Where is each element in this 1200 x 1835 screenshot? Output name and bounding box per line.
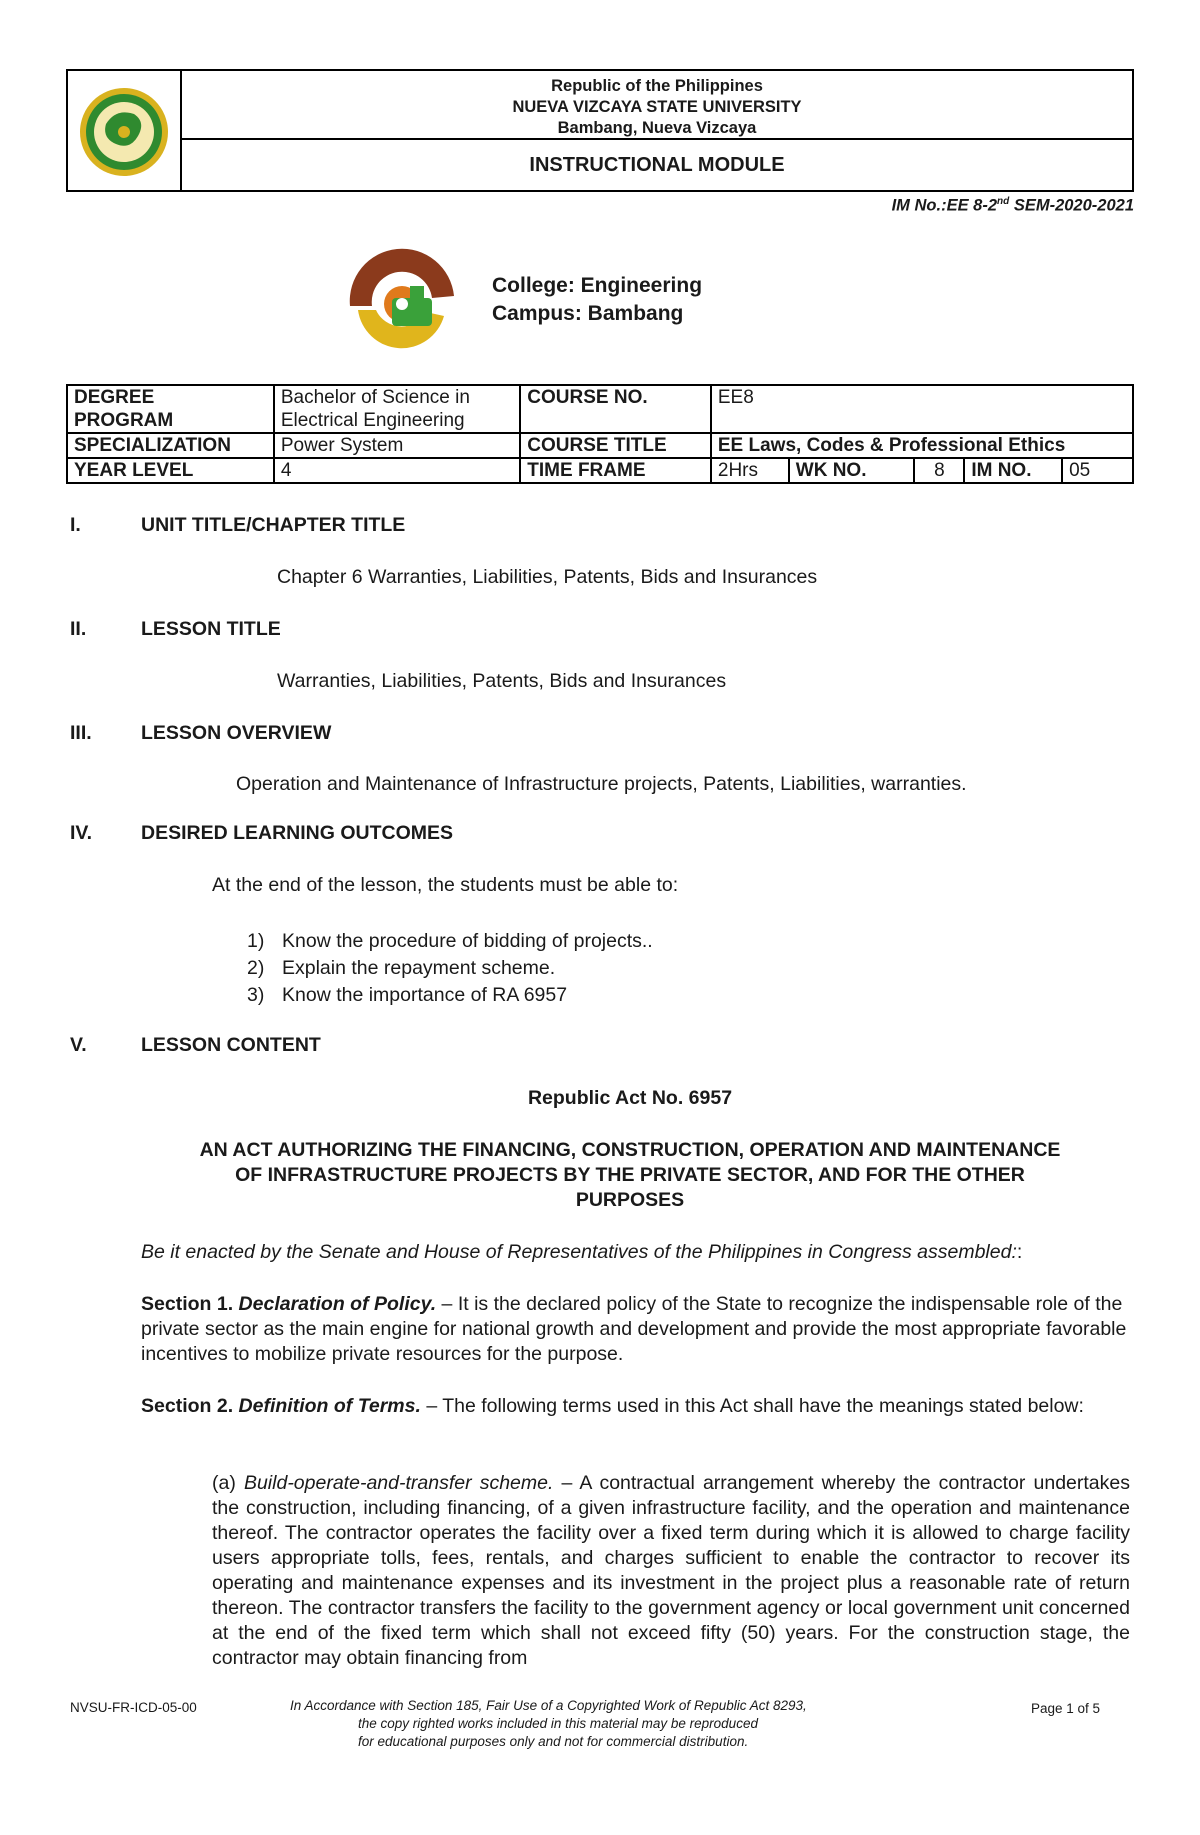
university-location: Bambang, Nueva Vizcaya [557,119,757,137]
section-unit-title: I. UNIT TITLE/CHAPTER TITLE [70,514,406,536]
college-info [492,272,702,328]
campus-name: Campus: Bambang [492,302,684,325]
time-frame-value: 2Hrs [711,458,789,483]
list-item: 2) Explain the repayment scheme. [247,957,556,979]
bot-definition-paragraph: (a) Build-operate-and-transfer scheme. – A contractual arrangement whereby the contractor undertakes the construction, including financing, of a given infrastructure facility, and the operation and maintenance thereof. The contractor operates the facility over a fixed term during which it is allowed to charge facility users appropriate tolls, fees, rentals, and charges sufficient to enable the contractor to recover its operating and maintenance expenses and its investment in the project plus a reasonable rate of return thereon. The contractor transfers the facility to the government agency or local government unit concerned at the end of the fixed term which shall not exceed fifty (50) years. For the construction stage, the contractor may obtain financing from [212,1472,1130,1669]
lesson-title: Warranties, Liabilities, Patents, Bids and Insurances [277,670,727,692]
page-number: Page 1 of 5 [1030,1701,1100,1716]
specialization-value: Power System [274,433,520,458]
im-no-label: IM NO. [964,458,1062,483]
section-1-paragraph: Section 1. Declaration of Policy. – It is the declared policy of the State to recognize the indispensable role of the private sector as the main engine for national growth and development and provide the most appropriate favorable incentives to mobilize private resources for the purpose. [141,1293,1127,1365]
section-lesson-overview: III. LESSON OVERVIEW [70,722,332,744]
act-title: AN ACT AUTHORIZING THE FINANCING, CONSTRUCTION, OPERATION AND MAINTENANCE OF INFRASTRUCTURE PROJECTS BY THE PRIVATE SECTOR, AND FOR THE OTHER PURPOSES [199,1139,1061,1211]
degree-program-value: Bachelor of Science in Electrical Engineering [274,385,520,433]
header-institution [182,71,1132,140]
section-2-paragraph: Section 2. Definition of Terms. – The following terms used in this Act shall have the meanings stated below: [141,1395,1084,1417]
college-name: College: Engineering [492,274,703,297]
republic-text: Republic of the Philippines [551,77,763,95]
course-info-table [66,384,1134,484]
im-number: IM No.:EE 8-2nd SEM-2020-2021 [891,196,1134,215]
course-title-label: COURSE TITLE [520,433,711,458]
year-level-label: YEAR LEVEL [67,458,274,483]
list-item: 3) Know the importance of RA 6957 [247,984,568,1006]
header-box [66,69,1134,192]
form-code: NVSU-FR-ICD-05-00 [70,1700,197,1715]
week-no-label: WK NO. [789,458,915,483]
course-no-value: EE8 [711,385,1133,433]
enacting-clause: Be it enacted by the Senate and House of Representatives of the Philippines in Congress assembled:: [141,1241,1023,1263]
chapter-title: Chapter 6 Warranties, Liabilities, Patents, Bids and Insurances [277,566,818,588]
university-name: NUEVA VIZCAYA STATE UNIVERSITY [512,98,802,116]
outcomes-intro: At the end of the lesson, the students must be able to: [212,874,679,896]
list-item: 1) Know the procedure of bidding of projects.. [247,930,653,952]
university-seal-logo [68,71,182,192]
course-no-label: COURSE NO. [520,385,711,433]
specialization-label: SPECIALIZATION [67,433,274,458]
engineering-college-logo [340,246,466,360]
year-level-value: 4 [274,458,520,483]
outcomes-list [247,928,653,1009]
section-lesson-content: V. LESSON CONTENT [70,1034,321,1056]
week-no-value: 8 [914,458,964,483]
im-no-value: 05 [1062,458,1133,483]
course-title-value: EE Laws, Codes & Professional Ethics [711,433,1133,458]
section-learning-outcomes: IV. DESIRED LEARNING OUTCOMES [70,822,454,844]
module-title: INSTRUCTIONAL MODULE [529,153,785,176]
section-lesson-title: II. LESSON TITLE [70,618,281,640]
lesson-overview: Operation and Maintenance of Infrastructure projects, Patents, Liabilities, warranties. [236,773,967,795]
ra-title: Republic Act No. 6957 [527,1087,733,1109]
degree-program-label: DEGREE PROGRAM [67,385,274,433]
time-frame-label: TIME FRAME [520,458,711,483]
copyright-notice: In Accordance with Section 185, Fair Use of a Copyrighted Work of Republic Act 8293, the copy righted works included in this material may be reproduced for educational purposes only and not for commercial distribution. [290,1698,807,1749]
